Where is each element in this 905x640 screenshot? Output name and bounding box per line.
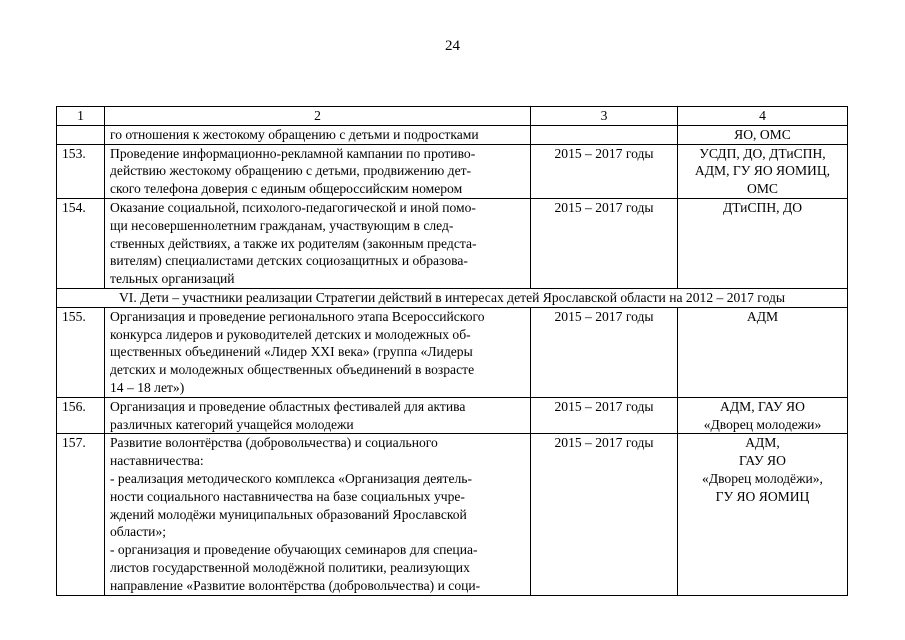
responsible-executors-line: ЯО, ОМС [734,126,791,142]
measure-description [105,307,531,397]
table-body [57,107,848,596]
responsible-executors [678,397,848,434]
table-row [57,434,848,595]
measure-description-line: различных категорий учащейся молодежи [110,416,354,432]
action-plan-table [56,106,848,596]
responsible-executors-line: ГАУ ЯО [739,453,786,469]
measure-description-line: Организация и проведение областных фестивалей для актива [110,398,466,414]
row-number: 156. [57,397,105,434]
responsible-executors [678,434,848,595]
measure-description-line: Проведение информационно-рекламной кампании по противо- [110,145,476,161]
header-cell-3: 3 [531,107,678,126]
header-cell-1: 1 [57,107,105,126]
implementation-period: 2015 – 2017 годы [531,434,678,595]
measure-description-line: тельных организаций [110,271,235,287]
header-cell-2: 2 [105,107,531,126]
header-cell-4: 4 [678,107,848,126]
measure-description [105,144,531,198]
table-row [57,125,848,144]
implementation-period: 2015 – 2017 годы [531,397,678,434]
responsible-executors-line: АДМ [746,308,779,324]
measure-description-line: Организация и проведение регионального этапа Всероссийского [110,308,485,324]
responsible-executors-line: АДМ, [745,435,780,451]
measure-description-line: конкурса лидеров и руководителей детских и молодежных об- [110,326,471,342]
section-title: VI. Дети – участники реализации Стратегии действий в интересах детей Ярославской области на 2012 – 2017 годы [57,288,848,307]
row-number: 153. [57,144,105,198]
measure-description [105,125,531,144]
responsible-executors-line: ДТиСПН, ДО [722,199,803,215]
page-number: 24 [445,38,460,54]
measure-description-line: го отношения к жестокому обращению с детьми и подростками [110,126,479,142]
table-row [57,198,848,288]
responsible-executors [678,125,848,144]
table-row [57,307,848,397]
section-row [57,288,848,307]
responsible-executors [678,198,848,288]
measure-description-line: ждений молодёжи муниципальных образований Ярославской [110,506,467,522]
measure-description-line: листов государственной молодёжной политики, реализующих [110,559,470,575]
responsible-executors-line: «Дворец молодежи» [703,416,822,432]
responsible-executors [678,144,848,198]
measure-description-line: детских и молодежных общественных объединений в возрасте [110,362,475,378]
table-row [57,397,848,434]
measure-description-line: ности социального наставничества на базе социальных учре- [110,488,465,504]
measure-description [105,434,531,595]
measure-description [105,198,531,288]
implementation-period: 2015 – 2017 годы [531,307,678,397]
table-header-row [57,107,848,126]
responsible-executors-line: ГУ ЯО ЯОМИЦ [715,488,810,504]
measure-description-line: направление «Развитие волонтёрства (добровольчества) и соци- [110,577,481,593]
row-number [57,125,105,144]
measure-description-line: - организация и проведение обучающих семинаров для специа- [110,542,478,558]
measure-description-line: ственных действиях, а также их родителям (законным предста- [110,235,477,251]
measure-description-line: Развитие волонтёрства (добровольчества) и социального [110,435,438,451]
implementation-period: 2015 – 2017 годы [531,144,678,198]
implementation-period [531,125,678,144]
table-row [57,144,848,198]
responsible-executors-line: АДМ, ГУ ЯО ЯОМИЦ, [694,163,831,179]
responsible-executors-line: АДМ, ГАУ ЯО [720,398,805,414]
measure-description-line: щественных объединений «Лидер XXI века» (группа «Лидеры [110,344,473,360]
responsible-executors-line: «Дворец молодёжи», [702,470,823,486]
measure-description-line: 14 – 18 лет») [110,379,185,395]
responsible-executors-line: УСДП, ДО, ДТиСПН, [699,145,826,161]
row-number: 155. [57,307,105,397]
row-number: 154. [57,198,105,288]
measure-description-line: наставничества: [110,453,204,469]
measure-description-line: Оказание социальной, психолого-педагогической и иной помо- [110,199,476,215]
measure-description [105,397,531,434]
responsible-executors [678,307,848,397]
measure-description-line: действию жестокому обращению с детьми, продвижению дет- [110,163,472,179]
responsible-executors-line: ОМС [747,181,778,197]
implementation-period: 2015 – 2017 годы [531,198,678,288]
measure-description-line: - реализация методического комплекса «Организация деятель- [110,470,473,486]
measure-description-line: щи несовершеннолетним гражданам, участвующим в след- [110,217,454,233]
measure-description-line: вителям) специалистами детских социозащитных и образова- [110,253,468,269]
measure-description-line: области»; [110,524,167,540]
measure-description-line: ского телефона доверия с единым общероссийским номером [110,181,463,197]
row-number: 157. [57,434,105,595]
